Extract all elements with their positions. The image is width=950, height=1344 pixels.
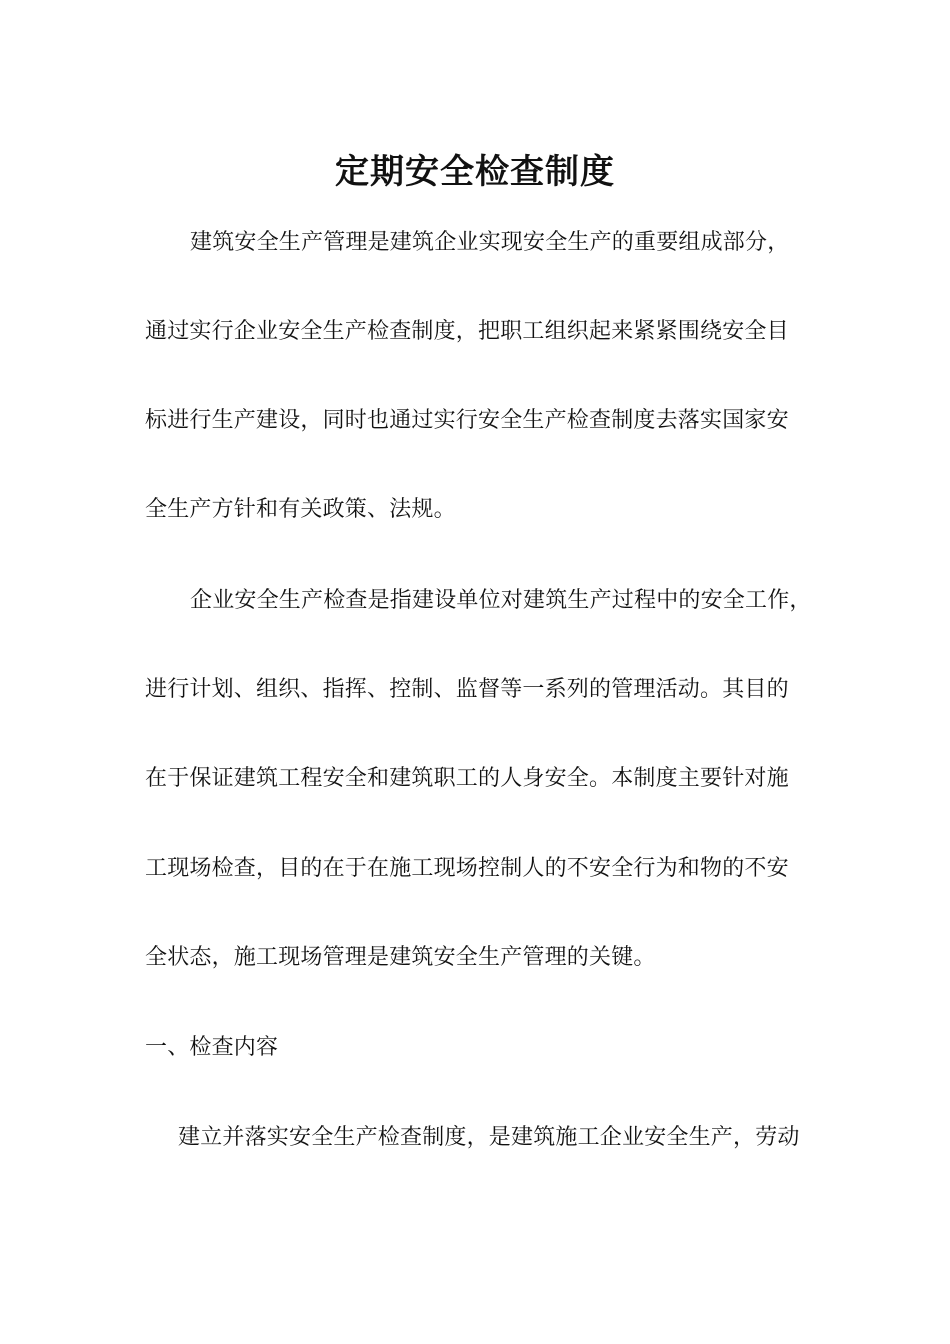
- paragraph-2-line-5: 全状态，施工现场管理是建筑安全生产管理的关键。: [145, 945, 656, 970]
- paragraph-1-line-4: 全生产方针和有关政策、法规。: [145, 497, 456, 522]
- paragraph-2-line-1: 企业安全生产检查是指建设单位对建筑生产过程中的安全工作，: [190, 588, 812, 613]
- paragraph-2-line-2: 进行计划、组织、指挥、控制、监督等一系列的管理活动。其目的: [145, 677, 789, 702]
- document-title: 定期安全检查制度: [335, 152, 615, 192]
- paragraph-1-line-2: 通过实行企业安全生产检查制度，把职工组织起来紧紧围绕安全目: [145, 319, 789, 344]
- section-1-heading: 一、检查内容: [145, 1035, 279, 1060]
- paragraph-3-line-1: 建立并落实安全生产检查制度，是建筑施工企业安全生产，劳动: [178, 1125, 800, 1150]
- paragraph-2-line-4: 工现场检查，目的在于在施工现场控制人的不安全行为和物的不安: [145, 856, 789, 881]
- paragraph-1-line-1: 建筑安全生产管理是建筑企业实现安全生产的重要组成部分，: [190, 230, 790, 255]
- paragraph-1-line-3: 标进行生产建设，同时也通过实行安全生产检查制度去落实国家安: [145, 408, 789, 433]
- paragraph-2-line-3: 在于保证建筑工程安全和建筑职工的人身安全。本制度主要针对施: [145, 766, 789, 791]
